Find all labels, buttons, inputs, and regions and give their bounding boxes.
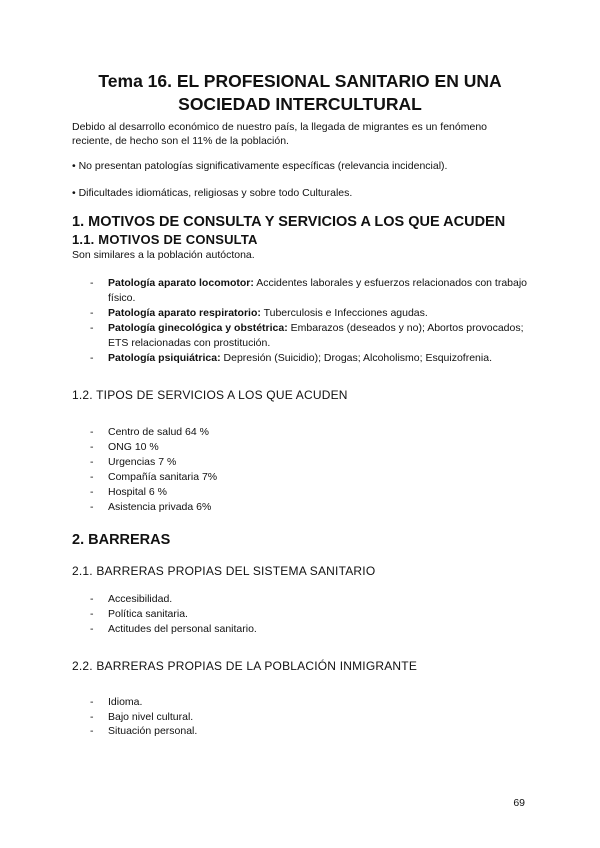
list-item xyxy=(90,306,528,321)
title-line-2: SOCIEDAD INTERCULTURAL xyxy=(178,94,422,114)
page-title xyxy=(72,70,528,116)
section-2-2-heading: 2.2. BARRERAS PROPIAS DE LA POBLACIÓN INMIGRANTE xyxy=(72,658,418,673)
list-item xyxy=(90,276,528,306)
list-item-label: Patología aparato respiratorio: xyxy=(108,306,261,319)
consultation-reasons-list xyxy=(72,276,528,365)
list-item-label: Patología psiquiátrica: xyxy=(108,351,221,364)
list-item-label: Patología aparato locomotor: xyxy=(108,277,254,289)
page-number: 69 xyxy=(513,797,525,809)
section-2-heading: 2. BARRERAS xyxy=(72,531,171,548)
section-1-2-heading: 1.2. TIPOS DE SERVICIOS A LOS QUE ACUDEN xyxy=(72,388,348,403)
list-item: - Idioma. xyxy=(90,695,528,710)
section-2-1-heading: 2.1. BARRERAS PROPIAS DEL SISTEMA SANITARIO xyxy=(72,563,376,578)
list-item: - Política sanitaria. xyxy=(90,607,528,622)
list-item: - Accesibilidad. xyxy=(90,592,528,607)
list-item: - Urgencias 7 % xyxy=(90,455,528,470)
list-item: - Bajo nivel cultural. xyxy=(90,710,528,725)
title-line-1: Tema 16. EL PROFESIONAL SANITARIO EN UNA xyxy=(98,71,502,91)
list-item: - Compañía sanitaria 7% xyxy=(90,470,528,485)
list-item: - Hospital 6 % xyxy=(90,485,528,500)
health-system-barriers-list xyxy=(72,592,528,637)
list-item-label: Patología ginecológica y obstétrica: xyxy=(108,321,288,334)
document-page xyxy=(72,70,528,739)
list-item-text: Accidentes laborales y esfuerzos relacionados con trabajo físico. xyxy=(108,277,528,304)
list-item: - ONG 10 % xyxy=(90,440,528,455)
services-list xyxy=(72,425,528,514)
list-item: - Centro de salud 64 % xyxy=(90,425,528,440)
list-item: - Asistencia privada 6% xyxy=(90,500,528,515)
list-item xyxy=(90,351,528,366)
intro-paragraph: Debido al desarrollo económico de nuestro país, la llegada de migrantes es un fenómeno reciente, de hecho son el 11% de la población. xyxy=(72,121,488,147)
list-item: - Actitudes del personal sanitario. xyxy=(90,622,528,637)
list-item-text: Tuberculosis e Infecciones agudas. xyxy=(260,306,428,319)
list-item: - Situación personal. xyxy=(90,724,528,739)
section-1-1-text: Son similares a la población autóctona. xyxy=(72,249,255,261)
bullet-paragraph-2: • Dificultades idiomáticas, religiosas y sobre todo Culturales. xyxy=(72,187,353,199)
bullet-paragraph-1: • No presentan patologías significativamente específicas (relevancia incidencial). xyxy=(72,160,448,172)
section-1-heading: 1. MOTIVOS DE CONSULTA Y SERVICIOS A LOS QUE ACUDEN xyxy=(72,214,506,230)
section-1-1-heading: 1.1. MOTIVOS DE CONSULTA xyxy=(72,232,258,247)
list-item-text: Depresión (Suicidio); Drogas; Alcoholismo; Esquizofrenia. xyxy=(220,351,492,364)
list-item xyxy=(90,321,528,351)
immigrant-barriers-list xyxy=(72,695,528,740)
list-item-text: Embarazos (deseados y no); Abortos provocados; ETS relacionadas con prostitución. xyxy=(108,321,524,349)
